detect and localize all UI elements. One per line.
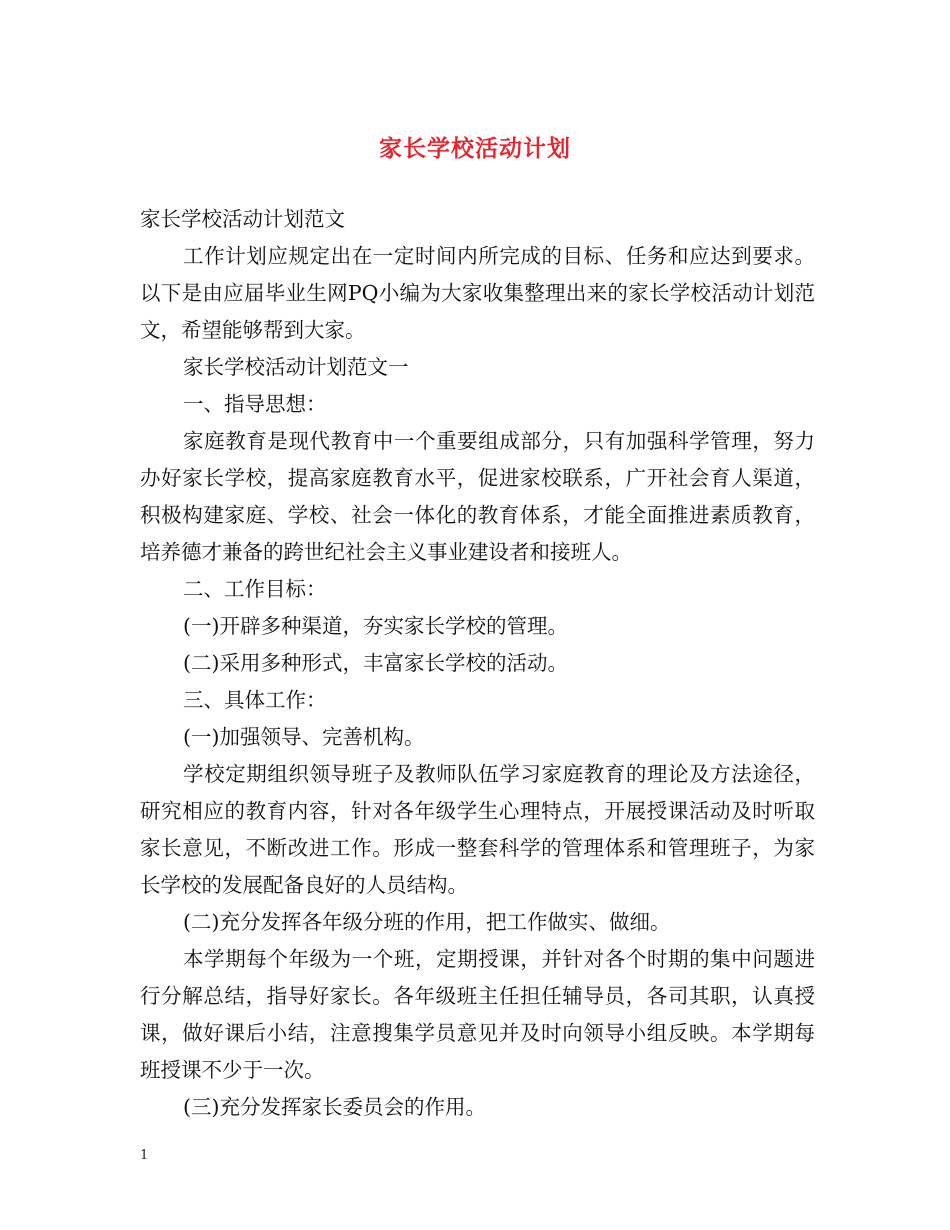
section-heading: 二、工作目标： <box>183 577 327 601</box>
paragraph: 学校定期组织领导班子及教师队伍学习家庭教育的理论及方法途径，研究相应的教育内容，针对各年级学生心理特点，开展授课活动及时听取家长意见，不断改进工作。形成一整套科学的管理体系和管理班子，为家长学校的发展配备良好的人员结构。 <box>140 762 815 897</box>
paragraph: 本学期每个年级为一个班，定期授课，并针对各个时期的集中问题进行分解总结，指导好家长。各年级班主任担任辅导员，各司其职，认真授课，做好课后小结，注意搜集学员意见并及时向领导小组反映。本学期每班授课不少于一次。 <box>140 947 815 1082</box>
paragraph: 家庭教育是现代教育中一个重要组成部分，只有加强科学管理，努力办好家长学校，提高家庭教育水平，促进家校联系，广开社会育人渠道，积极构建家庭、学校、社会一体化的教育体系，才能全面推进素质教育，培养德才兼备的跨世纪社会主义事业建设者和接班人。 <box>140 429 815 564</box>
list-item: (一)开辟多种渠道，夯实家长学校的管理。 <box>183 614 569 638</box>
list-item: (三)充分发挥家长委员会的作用。 <box>183 1095 487 1119</box>
paragraph: 家长学校活动计划范文 <box>140 207 345 231</box>
list-item: (二)采用多种形式，丰富家长学校的活动。 <box>183 651 569 675</box>
section-heading: 三、具体工作： <box>183 688 327 712</box>
list-item: (一)加强领导、完善机构。 <box>183 725 425 749</box>
document-title: 家长学校活动计划 <box>379 135 571 162</box>
list-item: (二)充分发挥各年级分班的作用，把工作做实、做细。 <box>183 910 671 934</box>
paragraph: 家长学校活动计划范文一 <box>183 355 409 379</box>
page-number: 1 <box>140 1148 149 1163</box>
paragraph: 工作计划应规定出在一定时间内所完成的目标、任务和应达到要求。以下是由应届毕业生网PQ小编为大家收集整理出来的家长学校活动计划范文，希望能够帮到大家。 <box>140 244 815 342</box>
document-body <box>140 201 815 1126</box>
section-heading: 一、指导思想： <box>183 392 327 416</box>
